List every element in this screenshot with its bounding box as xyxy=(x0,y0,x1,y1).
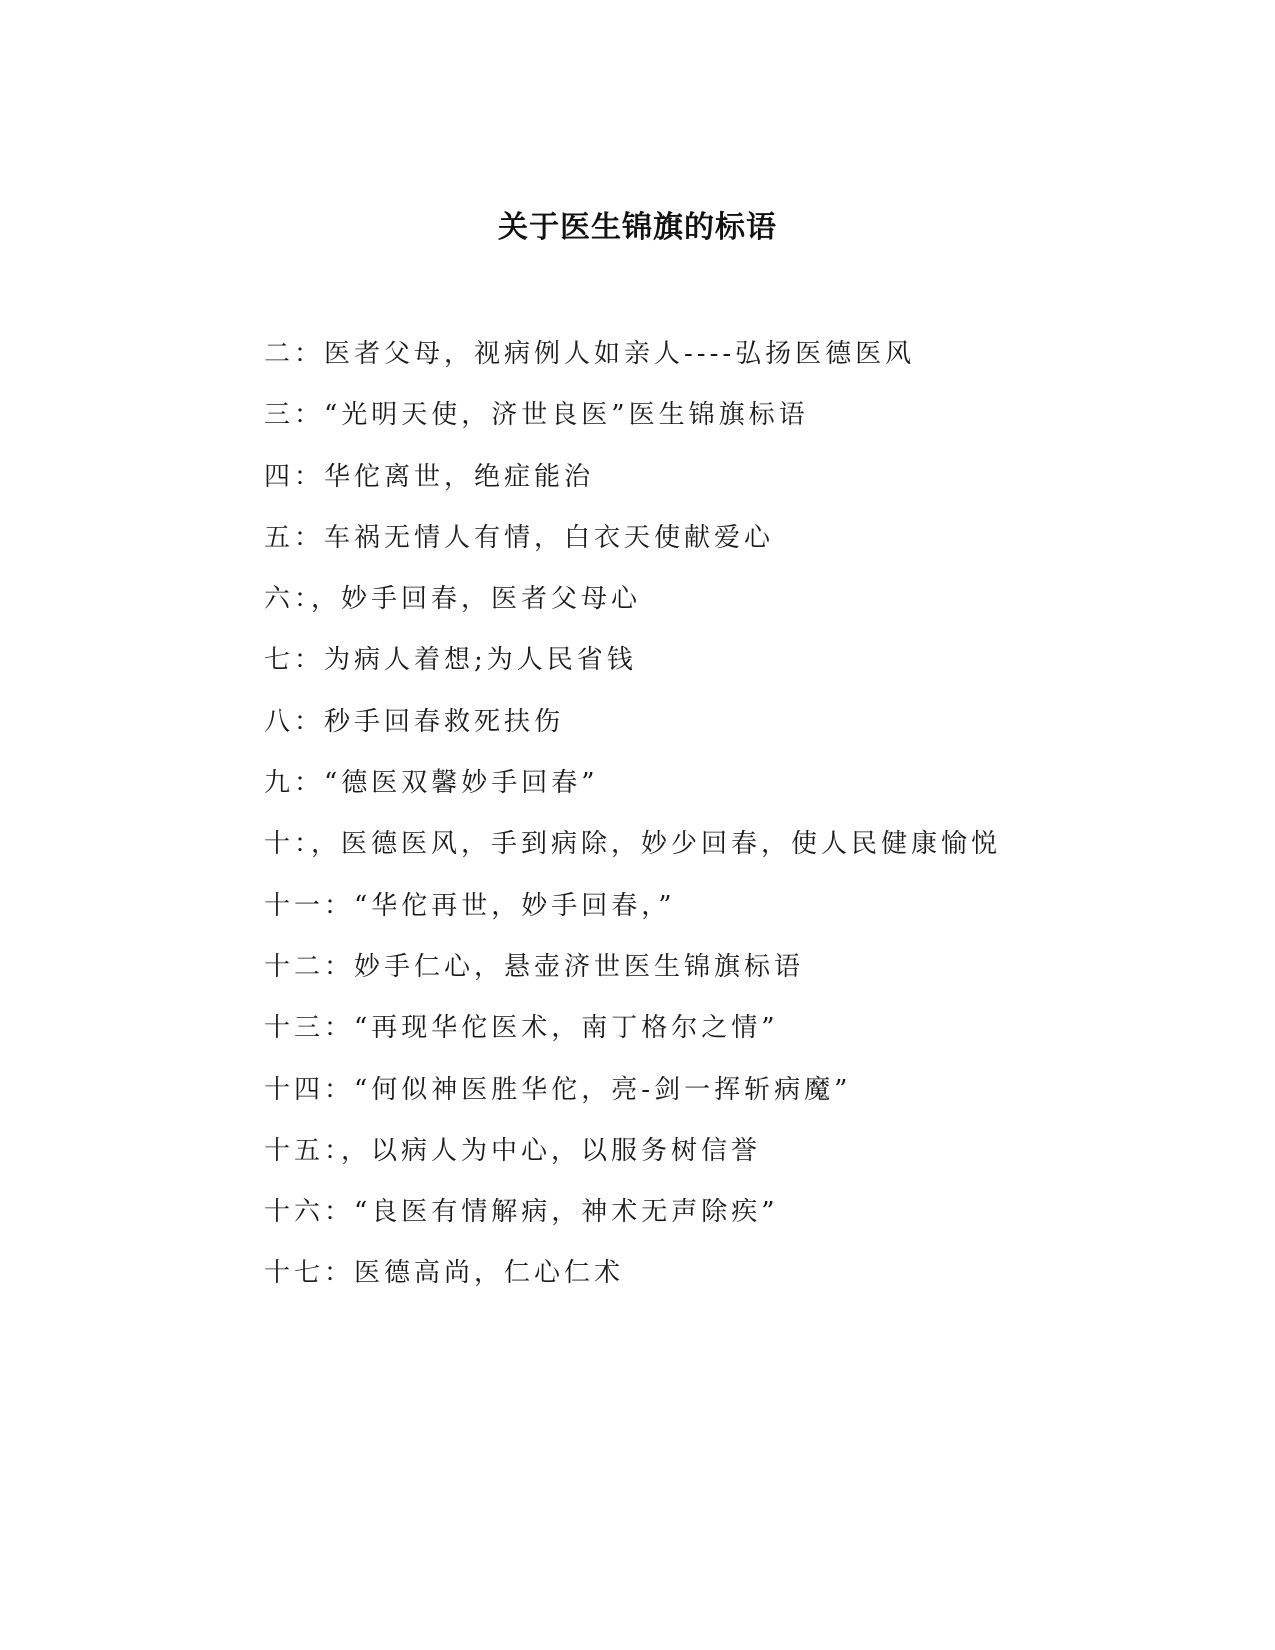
slogan-item: 六：，妙手回春，医者父母心 xyxy=(264,584,642,615)
slogan-item: 二：医者父母，视病例人如亲人----弘扬医德医风 xyxy=(264,339,916,369)
slogan-item: 十一：“华佗再世，妙手回春，” xyxy=(264,890,676,921)
slogan-item: 三：“光明天使，济世良医”医生锦旗标语 xyxy=(264,400,809,431)
slogan-item: 十二：妙手仁心，悬壶济世医生锦旗标语 xyxy=(264,951,805,982)
document-title: 关于医生锦旗的标语 xyxy=(498,210,777,245)
slogan-item: 十三：“再现华佗医术，南丁格尔之情” xyxy=(264,1013,779,1044)
slogan-item: 十：，医德医风，手到病除，妙少回春，使人民健康愉悦 xyxy=(264,829,1002,860)
slogan-item: 四：华佗离世，绝症能治 xyxy=(264,461,595,492)
slogan-list xyxy=(264,334,1164,1315)
slogan-item: 五：车祸无情人有情，白衣天使献爱心 xyxy=(264,522,775,553)
slogan-item: 十四：“何似神医胜华佗，亮-剑一挥斩病魔” xyxy=(264,1074,852,1105)
slogan-item: 八：秒手回春救死扶伤 xyxy=(264,706,565,737)
slogan-item: 十六：“良医有情解病，神术无声除疾” xyxy=(264,1197,779,1228)
slogan-item: 九：“德医双馨妙手回春” xyxy=(264,768,599,799)
slogan-item: 十七：医德高尚，仁心仁术 xyxy=(264,1258,625,1289)
slogan-item: 七：为病人着想;为人民省钱 xyxy=(264,645,637,676)
slogan-item: 十五：，以病人为中心，以服务树信誉 xyxy=(264,1135,762,1166)
